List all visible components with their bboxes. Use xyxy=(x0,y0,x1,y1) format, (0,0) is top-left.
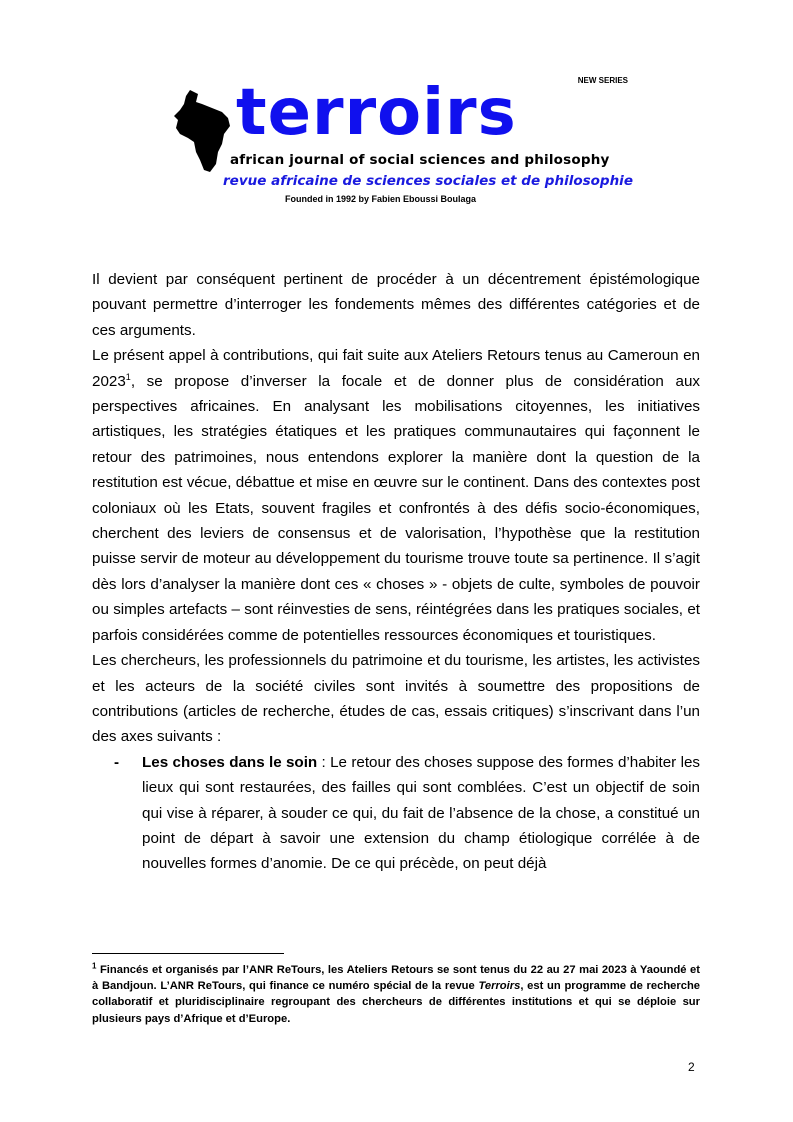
journal-logo-text: terroirs xyxy=(236,76,517,150)
subtitle-french: revue africaine de sciences sociales et de philosophie xyxy=(223,173,633,189)
new-series-label: NEW SERIES xyxy=(577,76,628,85)
footnote-text-2: , est un programme de recherche collaboratif et pluridisciplinaire regroupant des chercheurs de différentes institutions et qui se déploie sur plusieurs pays d’Afrique et d’Europe. xyxy=(92,980,701,1025)
journal-header xyxy=(170,70,640,220)
bullet-text xyxy=(142,750,700,877)
paragraph-2-rest: , se propose d’inverser la focale et de donner plus de considération aux perspectives africaines. En analysant les mobilisations citoyennes, les initiatives artistiques, les stratégies étatiques et les pratiques communautaires qui façonnent le retour des patrimoines, nous entendons explorer la manière dont la question de la restitution est vécue, débattue et mise en œuvre sur le continent. Dans des contextes post coloniaux où les Etats, souvent fragiles et confrontés à des défis socio-économiques, cherchent des leviers de consensus et de valorisation, l’hypothèse que la restitution puisse servir de moteur au développement du tourisme trouve toute sa pertinence. Il s’agit dès lors d’analyser la manière dont ces « choses » - objets de culte, symboles de pouvoir ou simples artefacts – sont réinvesties de sens, réintégrées dans les pratiques sociales, et parfois considérées comme de potentielles ressources économiques et touristiques. xyxy=(92,372,700,644)
footnote-number: 1 xyxy=(92,961,97,971)
paragraph-2-start: Le présent appel à contributions, qui fait suite aux Ateliers Retours tenus au Cameroun en 2023 xyxy=(92,347,700,390)
main-text xyxy=(92,267,700,877)
founded-note: Founded in 1992 by Fabien Eboussi Boulaga xyxy=(285,194,477,204)
paragraph-1: Il devient par conséquent pertinent de procéder à un décentrement épistémologique pouvant permettre d’interroger les fondements mêmes des différentes catégories et de ces arguments. xyxy=(92,271,700,339)
footnote-journal-name: Terroirs xyxy=(478,980,521,993)
axis-description: : Le retour des choses suppose des formes d’habiter les lieux qui sont restaurées, des failles qui sont comblées. C’est un objectif de soin qui vise à réparer, à souder ce qui, du fait de l’absence de la chose, a constitué un point de départ à savoir une extension du champ étiologique corrélée à de nouvelles formes d’anomie. De ce qui précède, on peut déjà xyxy=(142,753,700,873)
africa-map-logo xyxy=(172,88,232,173)
bullet-dash: - xyxy=(114,753,120,771)
footnote xyxy=(92,962,700,1027)
page-number: 2 xyxy=(688,1060,695,1074)
footnote-text-1: Financés et organisés par l’ANR ReTours, les Ateliers Retours se sont tenus du 22 au 27 mai 2023 à Yaoundé et à Bandjoun. L’ANR ReTours, qui finance ce numéro spécial de la revue xyxy=(92,964,700,993)
footnote-reference[interactable]: 1 xyxy=(125,371,131,382)
subtitle-english: african journal of social sciences and philosophy xyxy=(230,152,610,168)
paragraph-3: Les chercheurs, les professionnels du patrimoine et du tourisme, les artistes, les activistes et les acteurs de la société civiles sont invités à soumettre des propositions de contributions (articles de recherche, études de cas, essais critiques) s’inscrivant dans l’un des axes suivants : xyxy=(92,652,700,746)
paragraph-2 xyxy=(92,343,700,648)
axis-title: Les choses dans le soin xyxy=(142,753,318,771)
list-item xyxy=(92,750,700,877)
footnote-separator xyxy=(92,953,284,954)
